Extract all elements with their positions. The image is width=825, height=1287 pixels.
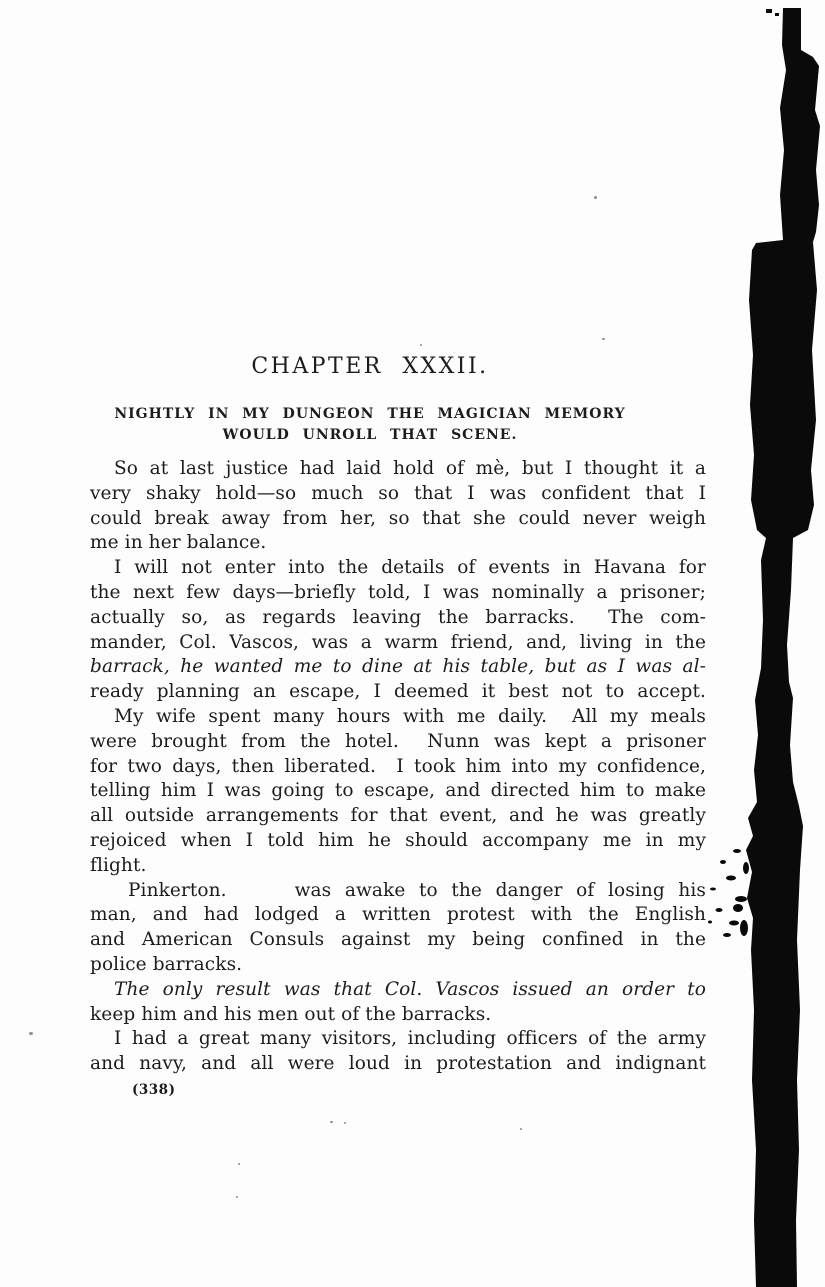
text-line: ready planning an escape, I deemed it best not to accept. bbox=[90, 681, 706, 703]
scan-speck bbox=[344, 1122, 346, 1124]
ink-smudge-artifact bbox=[695, 0, 825, 1287]
scan-speck bbox=[236, 1196, 238, 1198]
text-line: rejoiced when I told him he should accompany me in my bbox=[90, 829, 706, 851]
text-line: flight. bbox=[90, 854, 147, 876]
text-line: for two days, then liberated. I took him into my confidence, bbox=[90, 755, 706, 777]
scan-speck bbox=[420, 344, 422, 346]
text-line: could break away from her, so that she could never weigh bbox=[90, 507, 706, 529]
subheading-line-1: NIGHTLY IN MY DUNGEON THE MAGICIAN MEMORY bbox=[114, 406, 626, 422]
text-line: I will not enter into the details of events in Havana for bbox=[114, 557, 706, 579]
text-line: police barracks. bbox=[90, 953, 243, 975]
text-line: telling him I was going to escape, and directed him to make bbox=[90, 780, 706, 802]
text-line: all outside arrangements for that event, and he was greatly bbox=[90, 805, 706, 827]
text-line: The only result was that Col. Vascos issued an order to bbox=[114, 978, 706, 1000]
text-line: keep him and his men out of the barracks. bbox=[90, 1003, 492, 1025]
text-line: were brought from the hotel. Nunn was kept a prisoner bbox=[90, 730, 706, 752]
text-line: and navy, and all were loud in protestation and indignant bbox=[90, 1053, 706, 1075]
scan-speck bbox=[238, 1163, 240, 1165]
text-line: My wife spent many hours with me daily. All my meals bbox=[114, 705, 706, 727]
scan-speck bbox=[520, 1128, 522, 1130]
text-line: man, and had lodged a written protest with the English bbox=[90, 904, 706, 926]
text-line: I had a great many visitors, including officers of the army bbox=[114, 1028, 706, 1050]
text-line: me in her balance. bbox=[90, 532, 267, 554]
text-line: very shaky hold—so much so that I was confident that I bbox=[90, 482, 706, 504]
subheading-line-2: WOULD UNROLL THAT SCENE. bbox=[222, 427, 518, 443]
text-line: the next few days—briefly told, I was nominally a prisoner; bbox=[90, 581, 706, 603]
scan-speck bbox=[594, 196, 597, 199]
section-subheading bbox=[60, 404, 680, 446]
text-line: So at last justice had laid hold of mè, but I thought it a bbox=[114, 458, 706, 479]
page-number: (338) bbox=[132, 1082, 176, 1098]
scan-speck bbox=[29, 1032, 33, 1035]
scan-speck bbox=[602, 338, 605, 340]
chapter-heading: CHAPTER XXXII. bbox=[251, 354, 489, 379]
text-line: actually so, as regards leaving the barracks. The com- bbox=[90, 606, 706, 628]
text-line: and American Consuls against my being confined in the bbox=[90, 929, 706, 951]
text-line: Pinkerton. was awake to the danger of losing his bbox=[128, 879, 706, 901]
body-text bbox=[90, 457, 706, 1077]
text-line: barrack, he wanted me to dine at his table, but as I was al- bbox=[90, 656, 706, 678]
text-line: mander, Col. Vascos, was a warm friend, and, living in the bbox=[90, 631, 706, 653]
scan-speck bbox=[330, 1121, 333, 1123]
